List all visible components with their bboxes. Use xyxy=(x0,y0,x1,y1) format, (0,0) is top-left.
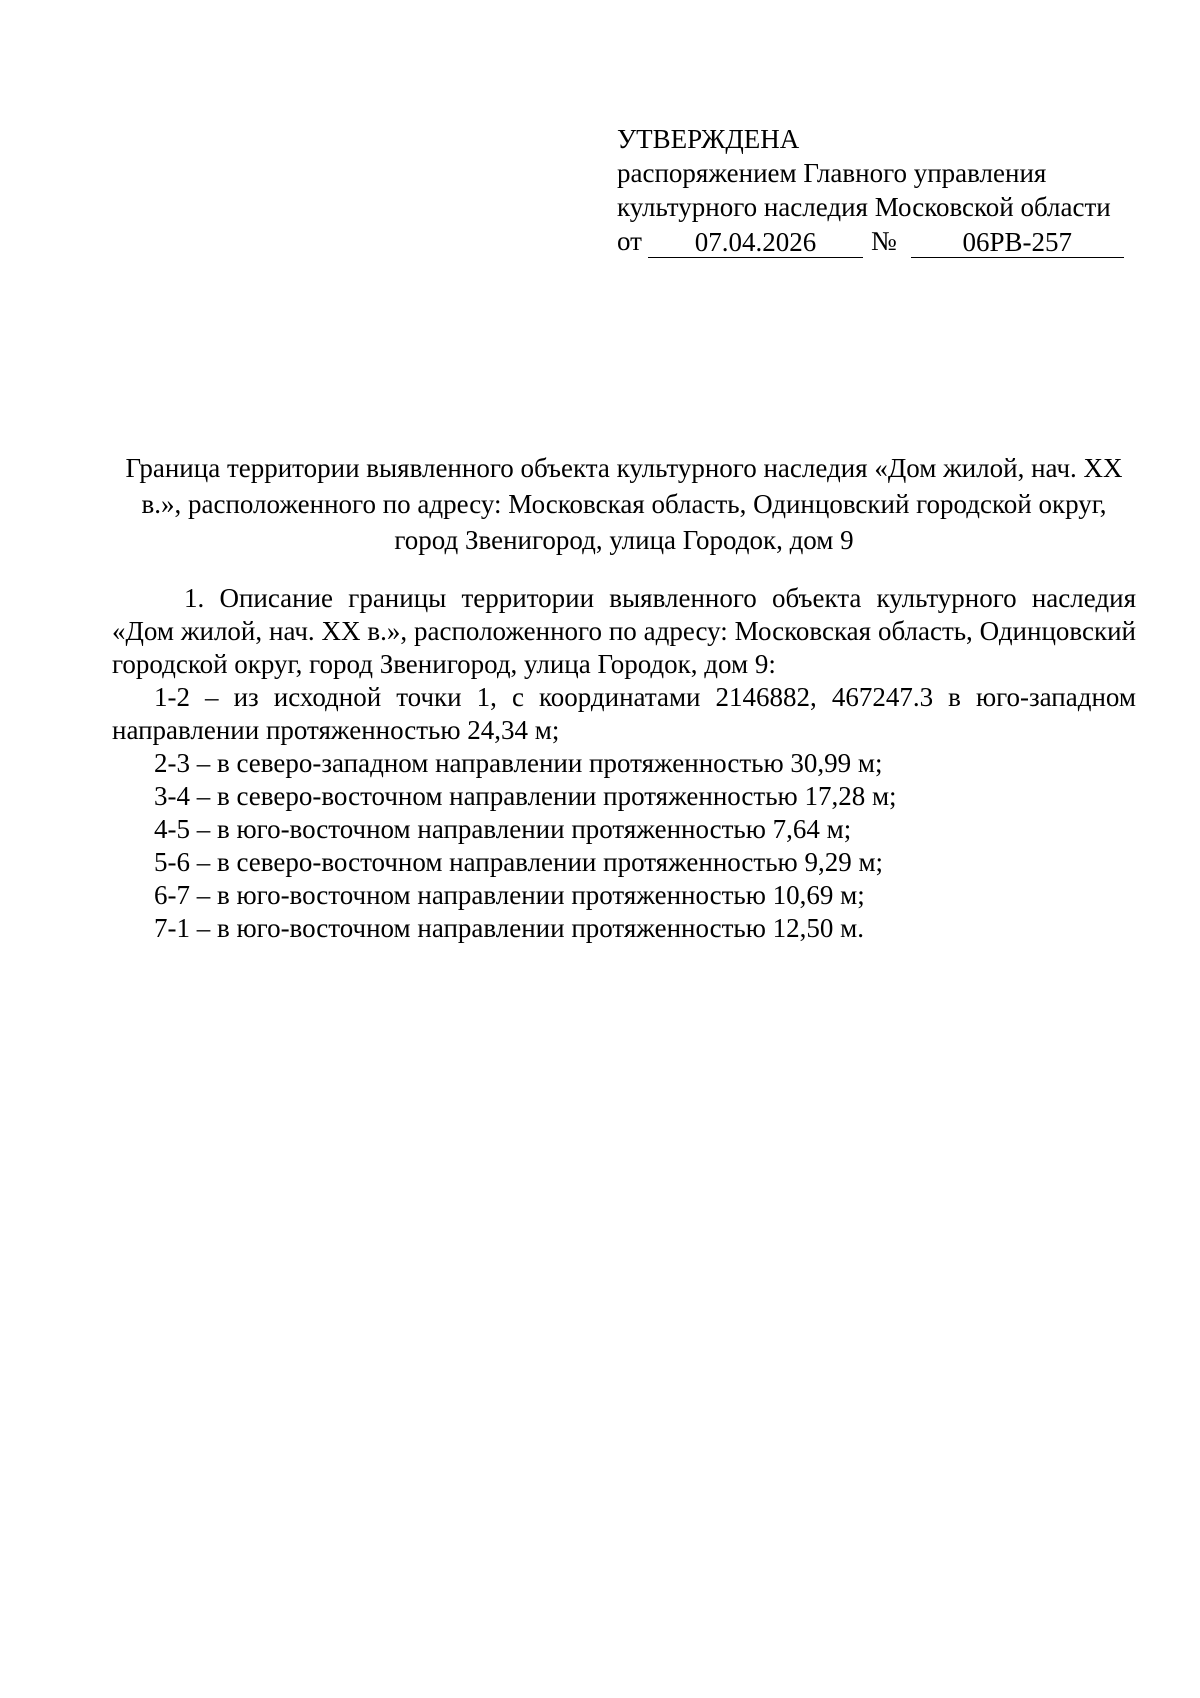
number-label: № xyxy=(870,226,897,256)
approval-reference-row xyxy=(617,224,1137,258)
approval-heading: УТВЕРЖДЕНА xyxy=(617,124,800,154)
approval-line-2: культурного наследия Московской области xyxy=(617,192,1111,222)
approval-block xyxy=(617,122,1137,258)
boundary-description xyxy=(112,582,1136,945)
document-title: Граница территории выявленного объекта культурного наследия «Дом жилой, нач. XX в.», расположенного по адресу: Московская область, Одинцовский городской округ, город Звенигород, улица Городок, дом 9 xyxy=(125,453,1123,555)
date-label: от xyxy=(617,226,642,256)
boundary-segment: 5-6 – в северо-восточном направлении протяженностью 9,29 м; xyxy=(154,847,884,877)
boundary-segment: 4-5 – в юго-восточном направлении протяженностью 7,64 м; xyxy=(154,814,852,844)
boundary-segment: 6-7 – в юго-восточном направлении протяженностью 10,69 м; xyxy=(154,880,865,910)
boundary-segment: 7-1 – в юго-восточном направлении протяженностью 12,50 м. xyxy=(154,913,864,943)
boundary-segment: 2-3 – в северо-западном направлении протяженностью 30,99 м; xyxy=(154,748,883,778)
boundary-segment: 3-4 – в северо-восточном направлении протяженностью 17,28 м; xyxy=(154,781,897,811)
approval-date: 07.04.2026 xyxy=(648,227,863,258)
approval-line-1: распоряжением Главного управления xyxy=(617,158,1047,188)
approval-number: 06РВ-257 xyxy=(911,227,1124,258)
description-intro: 1. Описание границы территории выявленного объекта культурного наследия «Дом жилой, нач. XX в.», расположенного по адресу: Московская область, Одинцовский городской округ, город Звенигород, улица Городок, дом 9: xyxy=(112,583,1136,679)
boundary-segment: 1-2 – из исходной точки 1, с координатами 2146882, 467247.3 в юго-западном направлении протяженностью 24,34 м; xyxy=(112,682,1136,745)
